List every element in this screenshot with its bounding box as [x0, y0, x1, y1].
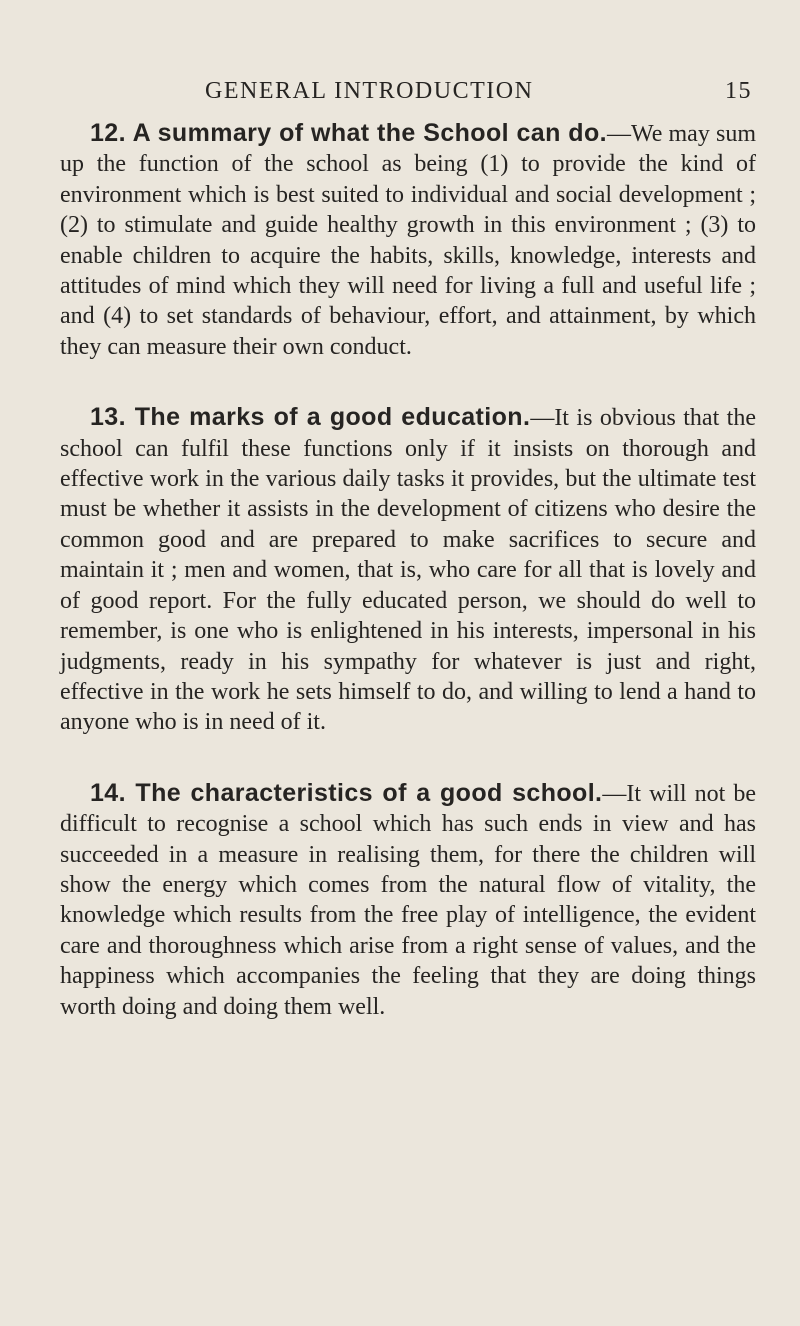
em-dash: — [606, 121, 631, 147]
section-body: It is obvious that the school can fulfil these functions only if it insists on thorough and effective work in the various daily tasks it provides, but the ultimate test must be whether it assists in the development of citizens who desire the common good and are prepared to make sacrifices to secure and maintain it ; men and women, that is, who care for all that is lovely and of good report. For the fully educated person, we should do well to remember, is one who is enlightened in his interests, impersonal in his judgments, ready in his sympathy for whatever is just and right, effective in the work he sets himself to do, and willing to lend a hand to anyone who is in need of it. [60, 405, 756, 736]
page-number: 15 [725, 78, 752, 104]
section-heading [60, 779, 602, 807]
section-number: 14. [90, 778, 126, 807]
em-dash: — [602, 780, 627, 807]
section-title: A summary of what the School can do. [132, 119, 607, 147]
running-head [60, 78, 756, 118]
section-body: It will not be difficult to recognise a school which has such ends in view and has succeeded in a measure in realising them, for there the children will show the energy which comes from the natural flow of vitality, the knowledge which results from the free play of intelligence, the evident care and thoroughness which arise from a right sense of values, and the happiness which accompanies the feeling that they are doing things worth doing and doing them well. [60, 780, 756, 1020]
section-heading [60, 403, 530, 431]
section-12 [60, 118, 756, 362]
section-14 [60, 778, 756, 1022]
em-dash: — [530, 405, 555, 432]
section-body: We may sum up the function of the school as being (1) to provide the kind of environment which is best suited to individual and social development ; (2) to stimulate and guide healthy growth in this environment ; (3) to enable children to acquire the habits, skills, knowledge, interests and attitudes of mind which they will need for living a full and useful life ; and (4) to set standards of behaviour, effort, and attainment, by which they can measure their own conduct. [60, 121, 757, 360]
section-number: 12. [90, 119, 126, 147]
section-13 [60, 402, 756, 737]
running-title: GENERAL INTRODUCTION [205, 78, 534, 104]
section-number: 13. [90, 403, 126, 432]
section-title: The marks of a good education. [134, 403, 531, 432]
section-heading [60, 119, 607, 147]
section-title: The characteristics of a good school. [135, 778, 603, 807]
